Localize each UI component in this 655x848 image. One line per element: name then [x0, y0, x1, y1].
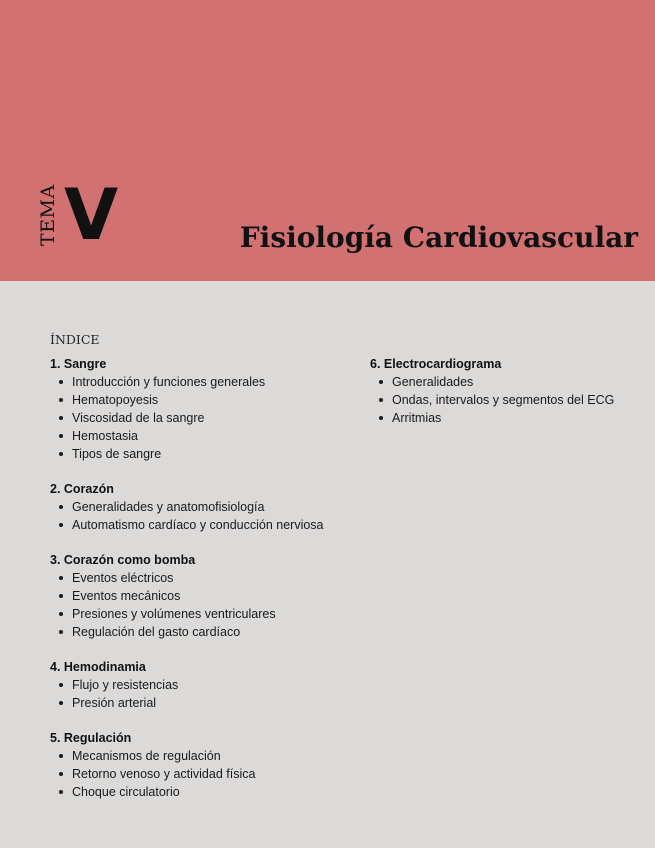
index-section — [50, 658, 360, 712]
list-item-label: Eventos eléctricos — [72, 571, 174, 585]
tema-numeral: V — [64, 174, 119, 256]
list-item-label: Generalidades y anatomofisiología — [72, 500, 265, 514]
list-item-label: Hematopoyesis — [72, 393, 159, 407]
tema-label: TEMA — [37, 184, 59, 246]
bullet-icon — [59, 505, 63, 509]
bullet-icon — [379, 380, 383, 384]
list-item-label: Presiones y volúmenes ventriculares — [72, 607, 276, 621]
index-section — [50, 551, 360, 641]
list-item-label: Generalidades — [392, 375, 474, 389]
list-item-label: Tipos de sangre — [72, 447, 162, 461]
list-item — [50, 765, 360, 783]
section-item-list — [50, 498, 360, 534]
section-item-list — [50, 373, 360, 463]
list-item-label: Mecanismos de regulación — [72, 749, 221, 763]
section-title: 5. Regulación — [50, 731, 132, 745]
index-section — [50, 480, 360, 534]
list-item — [50, 516, 360, 534]
section-title: 3. Corazón como bomba — [50, 553, 196, 567]
bullet-icon — [59, 576, 63, 580]
bullet-icon — [59, 452, 63, 456]
index-column-left — [50, 355, 360, 818]
list-item — [50, 623, 360, 641]
section-item-list — [50, 676, 360, 712]
section-title: 2. Corazón — [50, 482, 114, 496]
list-item — [50, 605, 360, 623]
bullet-icon — [59, 790, 63, 794]
page-title: Fisiología Cardiovascular — [239, 221, 638, 254]
list-item-label: Regulación del gasto cardíaco — [72, 625, 241, 639]
list-item — [50, 427, 360, 445]
bullet-icon — [59, 523, 63, 527]
list-item — [50, 391, 360, 409]
list-item — [50, 747, 360, 765]
index-section — [370, 355, 650, 427]
list-item-label: Choque circulatorio — [72, 785, 180, 799]
section-title: 1. Sangre — [50, 357, 107, 371]
index-section — [50, 355, 360, 463]
bullet-icon — [59, 594, 63, 598]
list-item-label: Retorno venoso y actividad física — [72, 767, 256, 781]
bullet-icon — [59, 416, 63, 420]
list-item — [50, 373, 360, 391]
section-title: 6. Electrocardiograma — [370, 357, 502, 371]
list-item-label: Introducción y funciones generales — [72, 375, 266, 389]
bullet-icon — [59, 772, 63, 776]
list-item — [50, 445, 360, 463]
bullet-icon — [59, 630, 63, 634]
list-item — [50, 676, 360, 694]
index-section — [50, 729, 360, 801]
list-item-label: Arritmias — [392, 411, 442, 425]
bullet-icon — [59, 398, 63, 402]
section-item-list — [370, 373, 650, 427]
bullet-icon — [59, 434, 63, 438]
section-title: 4. Hemodinamia — [50, 660, 146, 674]
list-item — [50, 498, 360, 516]
bullet-icon — [379, 416, 383, 420]
list-item — [50, 409, 360, 427]
list-item — [370, 409, 650, 427]
index-heading: ÍNDICE — [50, 332, 100, 347]
list-item-label: Flujo y resistencias — [72, 678, 179, 692]
list-item — [50, 694, 360, 712]
list-item-label: Presión arterial — [72, 696, 157, 710]
section-item-list — [50, 747, 360, 801]
bullet-icon — [59, 612, 63, 616]
list-item — [50, 587, 360, 605]
list-item — [370, 373, 650, 391]
bullet-icon — [59, 754, 63, 758]
list-item-label: Viscosidad de la sangre — [72, 411, 205, 425]
bullet-icon — [59, 701, 63, 705]
list-item-label: Eventos mecánicos — [72, 589, 181, 603]
bullet-icon — [59, 380, 63, 384]
bullet-icon — [59, 683, 63, 687]
list-item — [370, 391, 650, 409]
index-column-right — [370, 355, 650, 444]
list-item — [50, 783, 360, 801]
list-item-label: Automatismo cardíaco y conducción nerviosa — [72, 518, 324, 532]
bullet-icon — [379, 398, 383, 402]
list-item-label: Hemostasia — [72, 429, 138, 443]
section-item-list — [50, 569, 360, 641]
list-item-label: Ondas, intervalos y segmentos del ECG — [392, 393, 615, 407]
list-item — [50, 569, 360, 587]
